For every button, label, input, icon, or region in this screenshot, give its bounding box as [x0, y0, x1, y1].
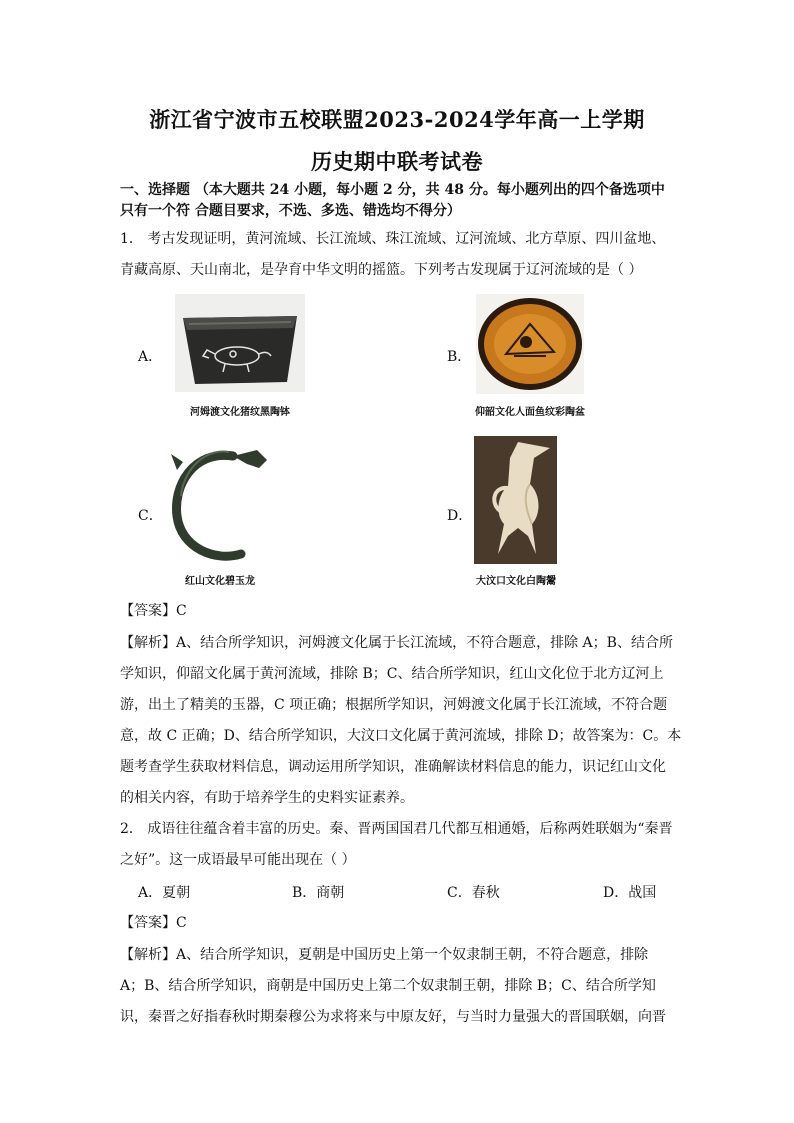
q1-option-c-label: C．	[138, 508, 163, 524]
q2-choice-a: A．夏朝	[138, 885, 191, 901]
q1-option-b-caption: 仰韶文化人面鱼纹彩陶盆	[475, 407, 585, 418]
q1-answer: 【答案】C	[120, 603, 187, 619]
painted-pottery-basin-image	[476, 294, 584, 394]
q2-analysis-line: A；B、结合所学知识，商朝是中国历史上第二个奴隶制王朝，排除 B；C、结合所学知	[120, 978, 656, 994]
q1-option-c-caption: 红山文化碧玉龙	[185, 576, 255, 587]
page-subtitle: 历史期中联考试卷	[311, 149, 483, 174]
q2-answer: 【答案】C	[120, 915, 187, 931]
q1-stem-line2: 青藏高原、天山南北，是孕育中华文明的摇篮。下列考古发现属于辽河流域的是（ ）	[120, 262, 643, 278]
q1-analysis-line: 游，出土了精美的玉器，C 项正确；根据所学知识，河姆渡文化属于长江流域，不符合题	[120, 697, 668, 713]
q1-analysis-line: 题考查学生获取材料信息，调动运用所学知识，准确解读材料信息的能力，识记红山文化	[120, 759, 666, 775]
q2-stem-line1: 2． 成语往往蕴含着丰富的历史。秦、晋两国国君几代都互相通婚，后称两姓联姻为“秦晋	[120, 821, 673, 837]
section-heading-line2: 只有一个符 合题目要求，不选、多选、错选均不得分）	[120, 203, 461, 219]
page-title: 浙江省宁波市五校联盟2023-2024学年高一上学期	[149, 107, 645, 132]
q1-option-b-label: B．	[447, 349, 472, 365]
q2-choice-c: C．春秋	[447, 885, 500, 901]
q1-option-d-caption: 大汶口文化白陶鬶	[476, 576, 556, 587]
q2-stem-line2: 之好”。这一成语最早可能出现在（ ）	[120, 852, 356, 868]
jade-dragon-image	[163, 436, 283, 566]
q1-stem-line1: 1． 考古发现证明，黄河流域、长江流域、珠江流域、辽河流域、北方草原、四川盆地、	[120, 231, 666, 247]
q1-analysis-line: 学知识，仰韶文化属于黄河流域，排除 B；C、结合所学知识，红山文化位于北方辽河上	[120, 666, 664, 682]
white-pottery-gui-image	[474, 436, 557, 564]
q2-choice-b: B．商朝	[292, 885, 345, 901]
section-heading-line1: 一、选择题 （本大题共 24 小题，每小题 2 分，共 48 分。每小题列出的四个备选项中	[120, 182, 665, 198]
q1-analysis-line: 的相关内容，有助于培养学生的史料实证素养。	[120, 790, 414, 806]
q1-analysis-line: 【解析】A、结合所学知识，河姆渡文化属于长江流域，不符合题意，排除 A；B、结合所	[120, 635, 673, 651]
q2-analysis-line: 【解析】A、结合所学知识，夏朝是中国历史上第一个奴隶制王朝，不符合题意，排除	[120, 947, 649, 963]
q2-choice-d: D．战国	[603, 885, 657, 901]
q1-option-a-caption: 河姆渡文化猪纹黑陶钵	[190, 407, 290, 418]
black-pottery-bowl-image	[175, 294, 305, 392]
q2-analysis-line: 识，秦晋之好指春秋时期秦穆公为求将来与中原友好，与当时力量强大的晋国联姻，向晋	[120, 1009, 666, 1025]
q1-option-a-label: A．	[138, 349, 163, 365]
q1-option-d-label: D．	[447, 508, 473, 524]
q1-analysis-line: 意，故 C 正确；D、结合所学知识，大汶口文化属于黄河流域，排除 D；故答案为：C。本	[120, 728, 682, 744]
